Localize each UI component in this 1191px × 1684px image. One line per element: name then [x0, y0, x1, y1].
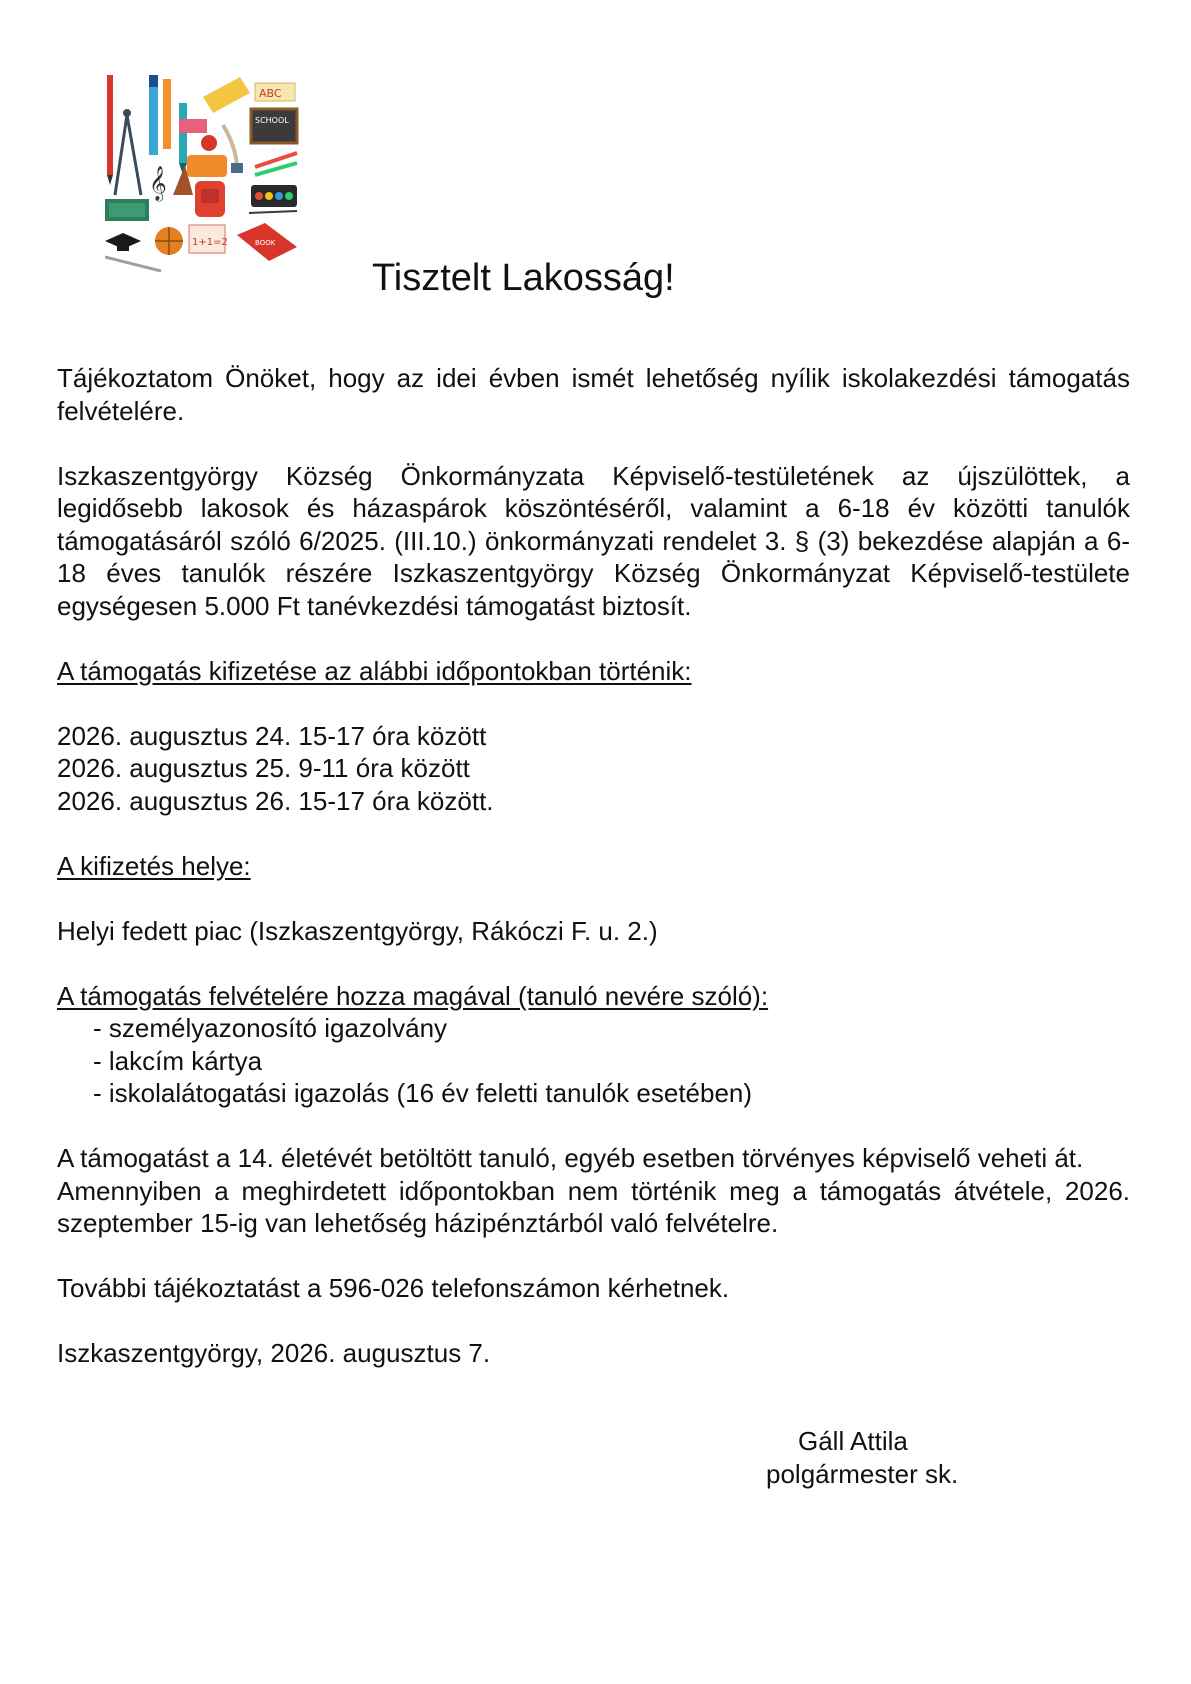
book-text: BOOK	[255, 239, 276, 247]
list-item: - iskolalátogatási igazolás (16 év feletti tanulók esetében)	[93, 1078, 753, 1108]
page-title: Tisztelt Lakosság!	[372, 257, 675, 299]
abc-text: ABC	[259, 87, 282, 100]
signatory-role: polgármester sk.	[766, 1458, 959, 1489]
svg-text:𝄞: 𝄞	[149, 166, 167, 201]
payment-date: 2026. augusztus 24. 15-17 óra között	[57, 720, 487, 751]
list-item: - lakcím kártya	[93, 1045, 263, 1076]
signature-block	[700, 1425, 1060, 1490]
signatory-name: Gáll Attila	[798, 1426, 908, 1456]
payment-heading: A támogatás kifizetése az alábbi időpontokban történik:	[57, 655, 692, 686]
payment-date: 2026. augusztus 25. 9-11 óra között	[57, 753, 470, 783]
school-supplies-illustration	[105, 75, 325, 290]
documents-list	[57, 1012, 1130, 1110]
legal-paragraph: Iszkaszentgyörgy Község Önkormányzata Képviselő-testületének az újszülöttek, a legidősebb lakosok és házaspárok köszöntéséről, valamint a 6-18 év közötti tanulók támogatásáról szóló 6/2025. (III.10.) önkormányzati rendelet 3. § (3) bekezdése alapján a 6-18 éves tanulók részére Iszkaszentgyörgy Község Önkormányzat Képviselő-testülete egységesen 5.000 Ft tanévkezdési támogatást biztosít.	[57, 460, 1130, 621]
pickup-note: A támogatást a 14. életévét betöltött tanuló, egyéb esetben törvényes képviselő veheti át.	[57, 1143, 1084, 1173]
math-text: 1+1=2	[192, 237, 228, 248]
place-date: Iszkaszentgyörgy, 2026. augusztus 7.	[57, 1338, 491, 1368]
location-text: Helyi fedett piac (Iszkaszentgyörgy, Rákóczi F. u. 2.)	[57, 915, 658, 946]
school-text: SCHOOL	[255, 116, 289, 125]
location-heading: A kifizetés helye:	[57, 850, 251, 881]
intro-paragraph: Tájékoztatom Önöket, hogy az idei évben ismét lehetőség nyílik iskolakezdési támogatás felvételére.	[57, 363, 1130, 426]
letter-body	[57, 362, 1130, 1370]
list-item: - személyazonosító igazolvány	[93, 1013, 448, 1043]
contact-note: További tájékoztatást a 596-026 telefonszámon kérhetnek.	[57, 1273, 730, 1303]
deadline-note: Amennyiben a meghirdetett időpontokban nem történik meg a támogatás átvétele, 2026. szeptember 15-ig van lehetőség házipénztárból való felvételre.	[57, 1175, 1130, 1238]
payment-date: 2026. augusztus 26. 15-17 óra között.	[57, 785, 494, 816]
documents-heading: A támogatás felvételére hozza magával (tanuló nevére szóló):	[57, 980, 769, 1011]
